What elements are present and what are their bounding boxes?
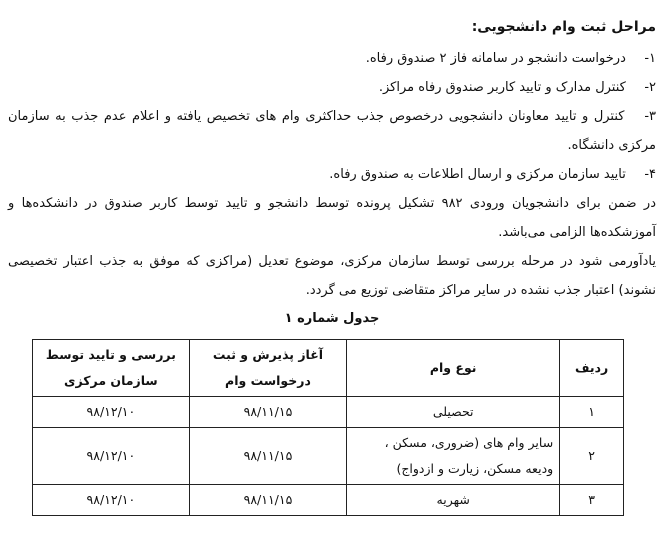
row-loan-type: شهریه bbox=[347, 485, 560, 516]
row-start-date: ۹۸/۱۱/۱۵ bbox=[189, 397, 346, 428]
step-text: تایید سازمان مرکزی و ارسال اطلاعات به صندوق رفاه. bbox=[329, 167, 626, 182]
row-review-date: ۹۸/۱۲/۱۰ bbox=[33, 485, 190, 516]
step-4 bbox=[8, 160, 656, 189]
step-3 bbox=[8, 102, 656, 160]
table-row bbox=[33, 485, 624, 516]
row-loan-type: سایر وام های (ضروری، مسکن ، ودیعه مسکن، زیارت و ازدواج) bbox=[347, 428, 560, 485]
document-body bbox=[8, 10, 656, 516]
step-1 bbox=[8, 44, 656, 73]
loan-schedule-table bbox=[32, 339, 624, 516]
table-row bbox=[33, 397, 624, 428]
row-start-date: ۹۸/۱۱/۱۵ bbox=[189, 485, 346, 516]
row-index: ۲ bbox=[560, 428, 624, 485]
step-number: ۲- bbox=[644, 80, 656, 95]
row-loan-type: تحصیلی bbox=[347, 397, 560, 428]
table-title: جدول شماره ۱ bbox=[284, 311, 380, 326]
step-number: ۱- bbox=[644, 51, 656, 66]
step-text: کنترل مدارک و تایید کاربر صندوق رفاه مراکز. bbox=[378, 80, 626, 95]
row-review-date: ۹۸/۱۲/۱۰ bbox=[33, 428, 190, 485]
step-text: کنترل و تایید معاونان دانشجویی درخصوص جذب حداکثری وام های تخصیص یافته و اعلام عدم جذب به سازمان مرکزی دانشگاه. bbox=[8, 109, 656, 153]
header-start-date: آغاز پذیرش و ثبت درخواست وام bbox=[189, 340, 346, 397]
row-start-date: ۹۸/۱۱/۱۵ bbox=[189, 428, 346, 485]
step-2 bbox=[8, 73, 656, 102]
note-paragraph-2: یادآورمی شود در مرحله بررسی توسط سازمان مرکزی، موضوع تعدیل (مراکزی که موفق به جذب اعتبار تخصیصی نشوند) اعتبار جذب نشده در سایر مراکز متقاضی توزیع می گردد. bbox=[8, 254, 656, 298]
step-text: درخواست دانشجو در سامانه فاز ۲ صندوق رفاه. bbox=[365, 51, 626, 66]
step-number: ۴- bbox=[644, 167, 656, 182]
table-row bbox=[33, 428, 624, 485]
note-paragraph-1: در ضمن برای دانشجویان ورودی ۹۸۲ تشکیل پرونده توسط دانشجو و تایید توسط کاربر صندوق در دانشکده‌ها و آموزشکده‌ها الزامی می‌باشد. bbox=[8, 196, 656, 240]
table-header-row bbox=[33, 340, 624, 397]
step-number: ۳- bbox=[644, 109, 657, 124]
row-review-date: ۹۸/۱۲/۱۰ bbox=[33, 397, 190, 428]
header-review-date: بررسی و تایید توسط سازمان مرکزی bbox=[33, 340, 190, 397]
row-index: ۱ bbox=[560, 397, 624, 428]
section-heading: مراحل ثبت وام دانشجویی: bbox=[471, 19, 656, 35]
row-index: ۳ bbox=[560, 485, 624, 516]
header-index: ردیف bbox=[560, 340, 624, 397]
header-loan-type: نوع وام bbox=[347, 340, 560, 397]
